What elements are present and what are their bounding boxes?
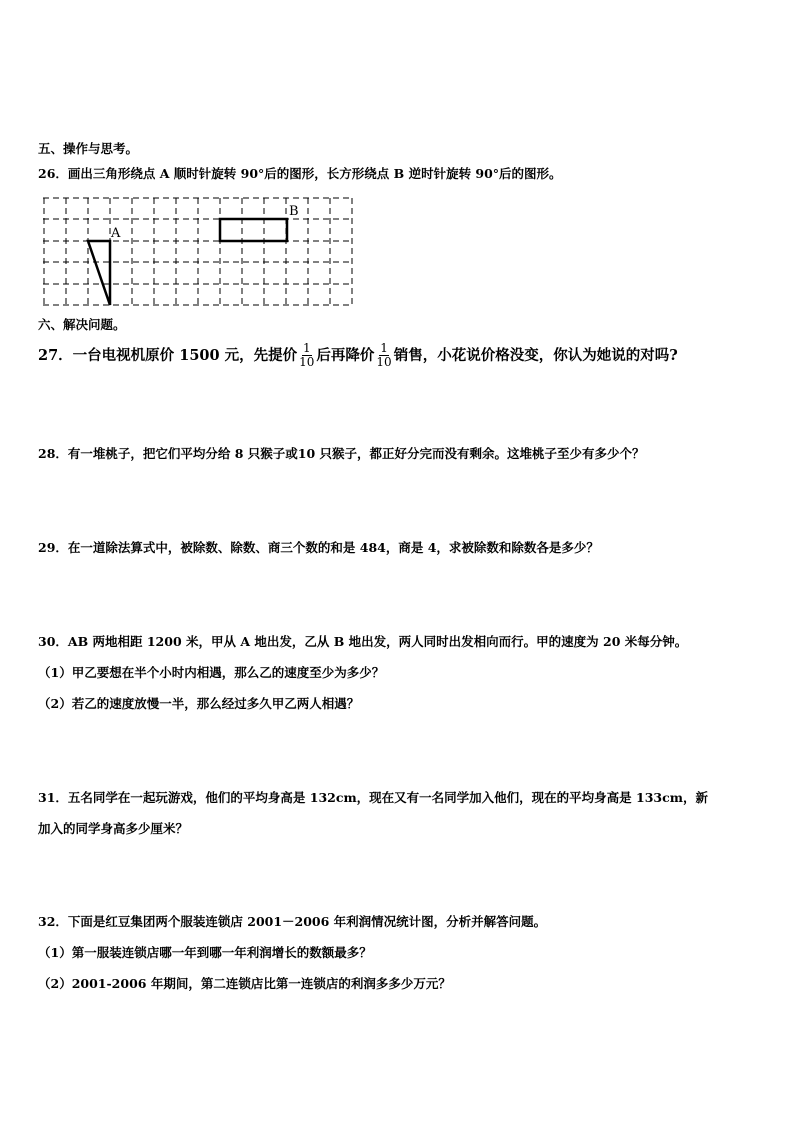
point-b-label: B [289,204,299,219]
q27-text-1: 27．一台电视机原价 1500 元，先提价 [38,346,298,364]
section-5-heading: 五、操作与思考。 [38,141,139,156]
question-28: 28．有一堆桃子，把它们平均分给 8 只猴子或10 只猴子，都正好分完而没有剩余。这堆桃子至少有多少个？ [38,446,645,461]
question-32-part-1: （1）第一服装连锁店哪一年到哪一年利润增长的数额最多？ [38,945,372,960]
question-30-part-2: （2）若乙的速度放慢一半，那么经过多久甲乙两人相遇？ [38,696,360,711]
q27-text-2: 后再降价 [316,346,375,364]
triangle-shape [88,241,110,305]
question-26: 26．画出三角形绕点 A 顺时针旋转 90°后的图形，长方形绕点 B 逆时针旋转 90°后的图形。 [38,166,562,181]
question-32: 32．下面是红豆集团两个服装连锁店 2001－2006 年利润情况统计图，分析并解答问题。 [38,914,547,929]
question-30: 30．AB 两地相距 1200 米，甲从 A 地出发，乙从 B 地出发，两人同时出发相向而行。甲的速度为 20 米每分钟。 [38,634,688,649]
q27-text-3: 销售，小花说价格没变，你认为她说的对吗? [393,346,678,364]
section-6-heading: 六、解决问题。 [38,317,126,332]
question-30-part-1: （1）甲乙要想在半个小时内相遇，那么乙的速度至少为多少？ [38,665,385,680]
question-29: 29．在一道除法算式中，被除数、除数、商三个数的和是 484，商是 4，求被除数和除数各是多少？ [38,540,599,555]
rotation-grid [43,196,355,312]
fraction-one-tenth-1: $\frac{1}{10}$ [299,341,315,369]
question-31-line-2: 加入的同学身高多少厘米？ [38,821,189,836]
question-32-part-2: （2）2001-2006 年期间，第二连锁店比第一连锁店的利润多多少万元？ [38,976,451,991]
dashed-grid-lines [43,198,353,305]
point-a-label: A [111,226,121,241]
question-31-line-1: 31．五名同学在一起玩游戏，他们的平均身高是 132cm，现在又有一名同学加入他们，现在的平均身高是 133cm，新 [38,790,708,805]
fraction-one-tenth-2: $\frac{1}{10}$ [376,341,392,369]
question-27 [38,342,678,369]
rectangle-shape [220,219,287,241]
